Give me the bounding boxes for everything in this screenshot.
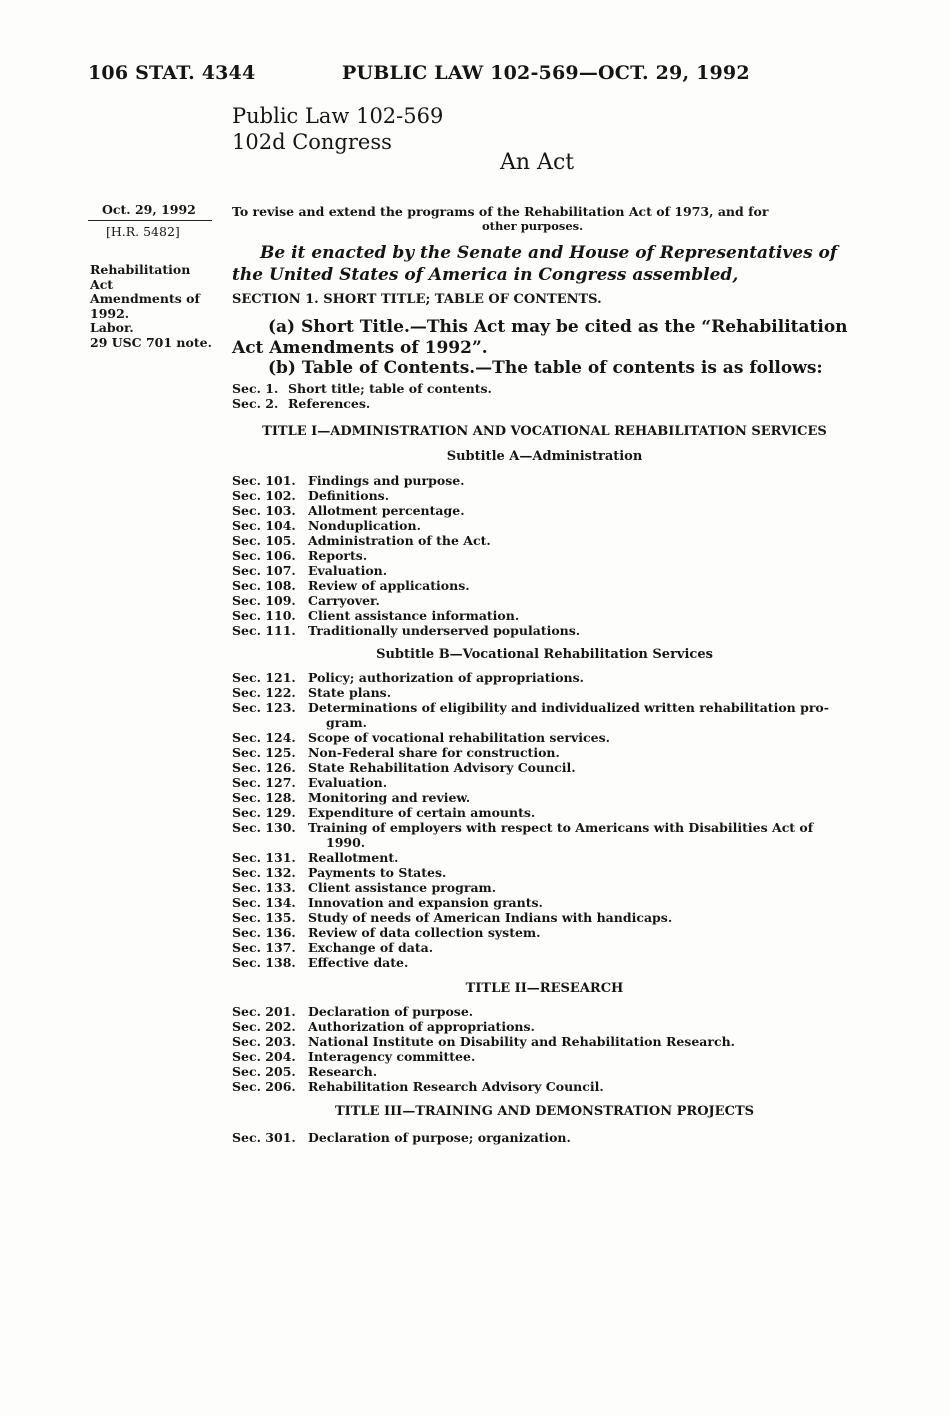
toc-sec-title: Non-Federal share for construction. xyxy=(308,745,560,760)
toc-sec-title: Training of employers with respect to Americans with Disabilities Act of xyxy=(308,820,814,835)
toc-item xyxy=(232,670,857,685)
toc-item xyxy=(232,835,857,850)
toc-sec-title: National Institute on Disability and Rehabilitation Research. xyxy=(308,1034,736,1049)
toc-item xyxy=(232,745,857,760)
margin-note-line: Act xyxy=(90,276,114,292)
toc-sec-number: Sec. 105. xyxy=(232,533,296,548)
toc-sec-title: Declaration of purpose; organization. xyxy=(308,1130,571,1145)
toc-item xyxy=(232,593,857,608)
margin-note-line: Labor. xyxy=(90,320,134,336)
toc-item xyxy=(232,805,857,820)
toc-sec-title: Rehabilitation Research Advisory Council. xyxy=(308,1079,604,1094)
toc-sec-title: Review of data collection system. xyxy=(308,925,541,940)
toc-sec-title: Carryover. xyxy=(308,593,380,608)
toc-sec-title: Scope of vocational rehabilitation services. xyxy=(308,730,610,745)
toc-sec-title: Effective date. xyxy=(308,955,409,970)
toc-item xyxy=(232,940,857,955)
toc-item xyxy=(232,533,857,548)
subtitle-b-heading: Subtitle B—Vocational Rehabilitation Services xyxy=(376,647,713,662)
toc-sec-number: Sec. 129. xyxy=(232,805,296,820)
purpose-line-2: other purposes. xyxy=(482,219,584,233)
toc-sec-number: Sec. 101. xyxy=(232,473,296,488)
toc-item xyxy=(232,1064,857,1079)
subtitle-a-list xyxy=(232,473,857,638)
title-3-list xyxy=(232,1130,857,1145)
toc-item xyxy=(232,850,857,865)
toc-sec-title: Reallotment. xyxy=(308,850,399,865)
title-2-list xyxy=(232,1004,857,1094)
toc-sec-title: Review of applications. xyxy=(308,578,470,593)
toc-item xyxy=(232,518,857,533)
toc-sec-title: Expenditure of certain amounts. xyxy=(308,805,536,820)
toc-item xyxy=(232,925,857,940)
toc-sec-number: Sec. 125. xyxy=(232,745,296,760)
toc-sec-number: Sec. 111. xyxy=(232,623,296,638)
toc-sec-number: Sec. 134. xyxy=(232,895,296,910)
toc-item xyxy=(232,1004,857,1019)
toc-sec-number: Sec. 110. xyxy=(232,608,296,623)
margin-note-line: Amendments of xyxy=(90,291,200,307)
toc-item xyxy=(232,730,857,745)
toc-item xyxy=(232,1079,857,1094)
toc-sec-title: Client assistance program. xyxy=(308,880,497,895)
title-2-heading: TITLE II—RESEARCH xyxy=(465,981,624,996)
toc-item xyxy=(232,700,857,715)
toc-sec-number: Sec. 104. xyxy=(232,518,296,533)
toc-sec-number: Sec. 1. xyxy=(232,381,279,396)
toc-sec-title: Definitions. xyxy=(308,488,390,503)
toc-item xyxy=(232,503,857,518)
toc-sec-title: 1990. xyxy=(326,835,366,850)
toc-sec-title: Monitoring and review. xyxy=(308,790,471,805)
short-title-line-1: (a) Short Title.—This Act may be cited as the “Rehabilitation xyxy=(268,317,848,337)
toc-item xyxy=(232,910,857,925)
title-1-heading: TITLE I—ADMINISTRATION AND VOCATIONAL REHABILITATION SERVICES xyxy=(262,424,827,439)
congress-number: 102d Congress xyxy=(232,130,392,154)
toc-sec-title: Determinations of eligibility and individualized written rehabilitation pro- xyxy=(308,700,829,715)
toc-item xyxy=(232,895,857,910)
toc-sec-title: gram. xyxy=(326,715,368,730)
toc-item xyxy=(232,473,857,488)
toc-sec-number: Sec. 131. xyxy=(232,850,296,865)
toc-sec-title: Reports. xyxy=(308,548,368,563)
toc-item xyxy=(232,715,857,730)
subtitle-a-heading: Subtitle A—Administration xyxy=(446,449,643,464)
enacting-line-1: Be it enacted by the Senate and House of Representatives of xyxy=(260,243,838,263)
toc-item xyxy=(232,381,857,396)
toc-sec-number: Sec. 107. xyxy=(232,563,296,578)
toc-item xyxy=(232,1049,857,1064)
toc-sec-title: Nonduplication. xyxy=(308,518,421,533)
toc-sec-title: Payments to States. xyxy=(308,865,447,880)
table-of-contents-intro: (b) Table of Contents.—The table of contents is as follows: xyxy=(268,358,823,378)
toc-sec-number: Sec. 301. xyxy=(232,1130,296,1145)
toc-sec-number: Sec. 128. xyxy=(232,790,296,805)
toc-sec-number: Sec. 135. xyxy=(232,910,296,925)
enacting-line-2: the United States of America in Congress assembled, xyxy=(232,265,739,285)
toc-sec-title: Evaluation. xyxy=(308,563,388,578)
toc-sec-number: Sec. 202. xyxy=(232,1019,296,1034)
enacting-clause xyxy=(232,242,857,286)
margin-note-line: Rehabilitation xyxy=(90,262,191,277)
toc-sec-title: Administration of the Act. xyxy=(308,533,491,548)
purpose-line-1: To revise and extend the programs of the Rehabilitation Act of 1973, and for xyxy=(232,204,769,219)
toc-sec-number: Sec. 136. xyxy=(232,925,296,940)
toc-sec-title: Declaration of purpose. xyxy=(308,1004,474,1019)
toc-item xyxy=(232,563,857,578)
toc-sec-number: Sec. 121. xyxy=(232,670,296,685)
toc-sec-number: Sec. 109. xyxy=(232,593,296,608)
toc-item xyxy=(232,880,857,895)
toc-sec-number: Sec. 122. xyxy=(232,685,296,700)
toc-sec-number: Sec. 203. xyxy=(232,1034,296,1049)
toc-sec-number: Sec. 130. xyxy=(232,820,296,835)
toc-sec-title: State plans. xyxy=(308,685,392,700)
toc-sec-title: Client assistance information. xyxy=(308,608,520,623)
toc-sec-number: Sec. 137. xyxy=(232,940,296,955)
toc-sec-title: Allotment percentage. xyxy=(308,503,465,518)
toc-sec-number: Sec. 106. xyxy=(232,548,296,563)
toc-item xyxy=(232,608,857,623)
toc-sec-number: Sec. 126. xyxy=(232,760,296,775)
margin-divider xyxy=(88,220,212,221)
toc-sec-number: Sec. 204. xyxy=(232,1049,296,1064)
toc-item xyxy=(232,820,857,835)
toc-sec-title: References. xyxy=(288,396,371,411)
toc-sec-title: Evaluation. xyxy=(308,775,388,790)
toc-sec-title: Study of needs of American Indians with handicaps. xyxy=(308,910,673,925)
toc-sec-title: Short title; table of contents. xyxy=(288,381,492,396)
toc-sec-number: Sec. 205. xyxy=(232,1064,296,1079)
toc-sec-number: Sec. 124. xyxy=(232,730,296,745)
toc-item xyxy=(232,623,857,638)
toc-item xyxy=(232,790,857,805)
toc-sec-number: Sec. 138. xyxy=(232,955,296,970)
toc-item xyxy=(232,1019,857,1034)
toc-sec-number: Sec. 206. xyxy=(232,1079,296,1094)
act-heading: An Act xyxy=(500,150,575,175)
page-stat-number: 106 STAT. 4344 xyxy=(88,62,256,84)
toc-item xyxy=(232,488,857,503)
section-1-heading: SECTION 1. SHORT TITLE; TABLE OF CONTENTS. xyxy=(232,292,602,307)
toc-sec-title: Authorization of appropriations. xyxy=(308,1019,535,1034)
toc-sec-number: Sec. 103. xyxy=(232,503,296,518)
toc-sec-number: Sec. 127. xyxy=(232,775,296,790)
toc-item xyxy=(232,396,857,411)
toc-sec-number: Sec. 2. xyxy=(232,396,279,411)
toc-item xyxy=(232,865,857,880)
toc-item xyxy=(232,1130,857,1145)
toc-sec-title: State Rehabilitation Advisory Council. xyxy=(308,760,576,775)
toc-sec-number: Sec. 133. xyxy=(232,880,296,895)
subtitle-b-list xyxy=(232,670,857,970)
toc-sec-number: Sec. 201. xyxy=(232,1004,296,1019)
title-3-heading: TITLE III—TRAINING AND DEMONSTRATION PROJECTS xyxy=(334,1104,754,1119)
toc-sec-number: Sec. 102. xyxy=(232,488,296,503)
toc-sec-number xyxy=(232,835,308,850)
margin-notes xyxy=(90,263,212,351)
toc-sec-title: Interagency committee. xyxy=(308,1049,476,1064)
toc-item xyxy=(232,548,857,563)
toc-sec-title: Research. xyxy=(308,1064,378,1079)
toc-item xyxy=(232,955,857,970)
public-law-number: Public Law 102-569 xyxy=(232,104,444,128)
margin-bill-number: [H.R. 5482] xyxy=(106,224,180,239)
toc-sec-title: Policy; authorization of appropriations. xyxy=(308,670,585,685)
toc-sec-number: Sec. 132. xyxy=(232,865,296,880)
short-title-line-2: Act Amendments of 1992”. xyxy=(232,338,488,358)
toc-sec-title: Findings and purpose. xyxy=(308,473,465,488)
toc-item xyxy=(232,760,857,775)
toc-item xyxy=(232,1034,857,1049)
toc-sec-title: Traditionally underserved populations. xyxy=(308,623,581,638)
running-title: PUBLIC LAW 102-569—OCT. 29, 1992 xyxy=(342,62,750,84)
toc-item xyxy=(232,685,857,700)
toc-item xyxy=(232,775,857,790)
toc-general-list xyxy=(232,381,857,411)
margin-note-line: 29 USC 701 note. xyxy=(90,334,212,350)
toc-sec-title: Innovation and expansion grants. xyxy=(308,895,543,910)
toc-sec-title: Exchange of data. xyxy=(308,940,434,955)
margin-note-line: 1992. xyxy=(90,305,130,321)
margin-date: Oct. 29, 1992 xyxy=(102,202,196,217)
toc-sec-number xyxy=(232,715,308,730)
toc-item xyxy=(232,578,857,593)
toc-sec-number: Sec. 108. xyxy=(232,578,296,593)
toc-sec-number: Sec. 123. xyxy=(232,700,296,715)
